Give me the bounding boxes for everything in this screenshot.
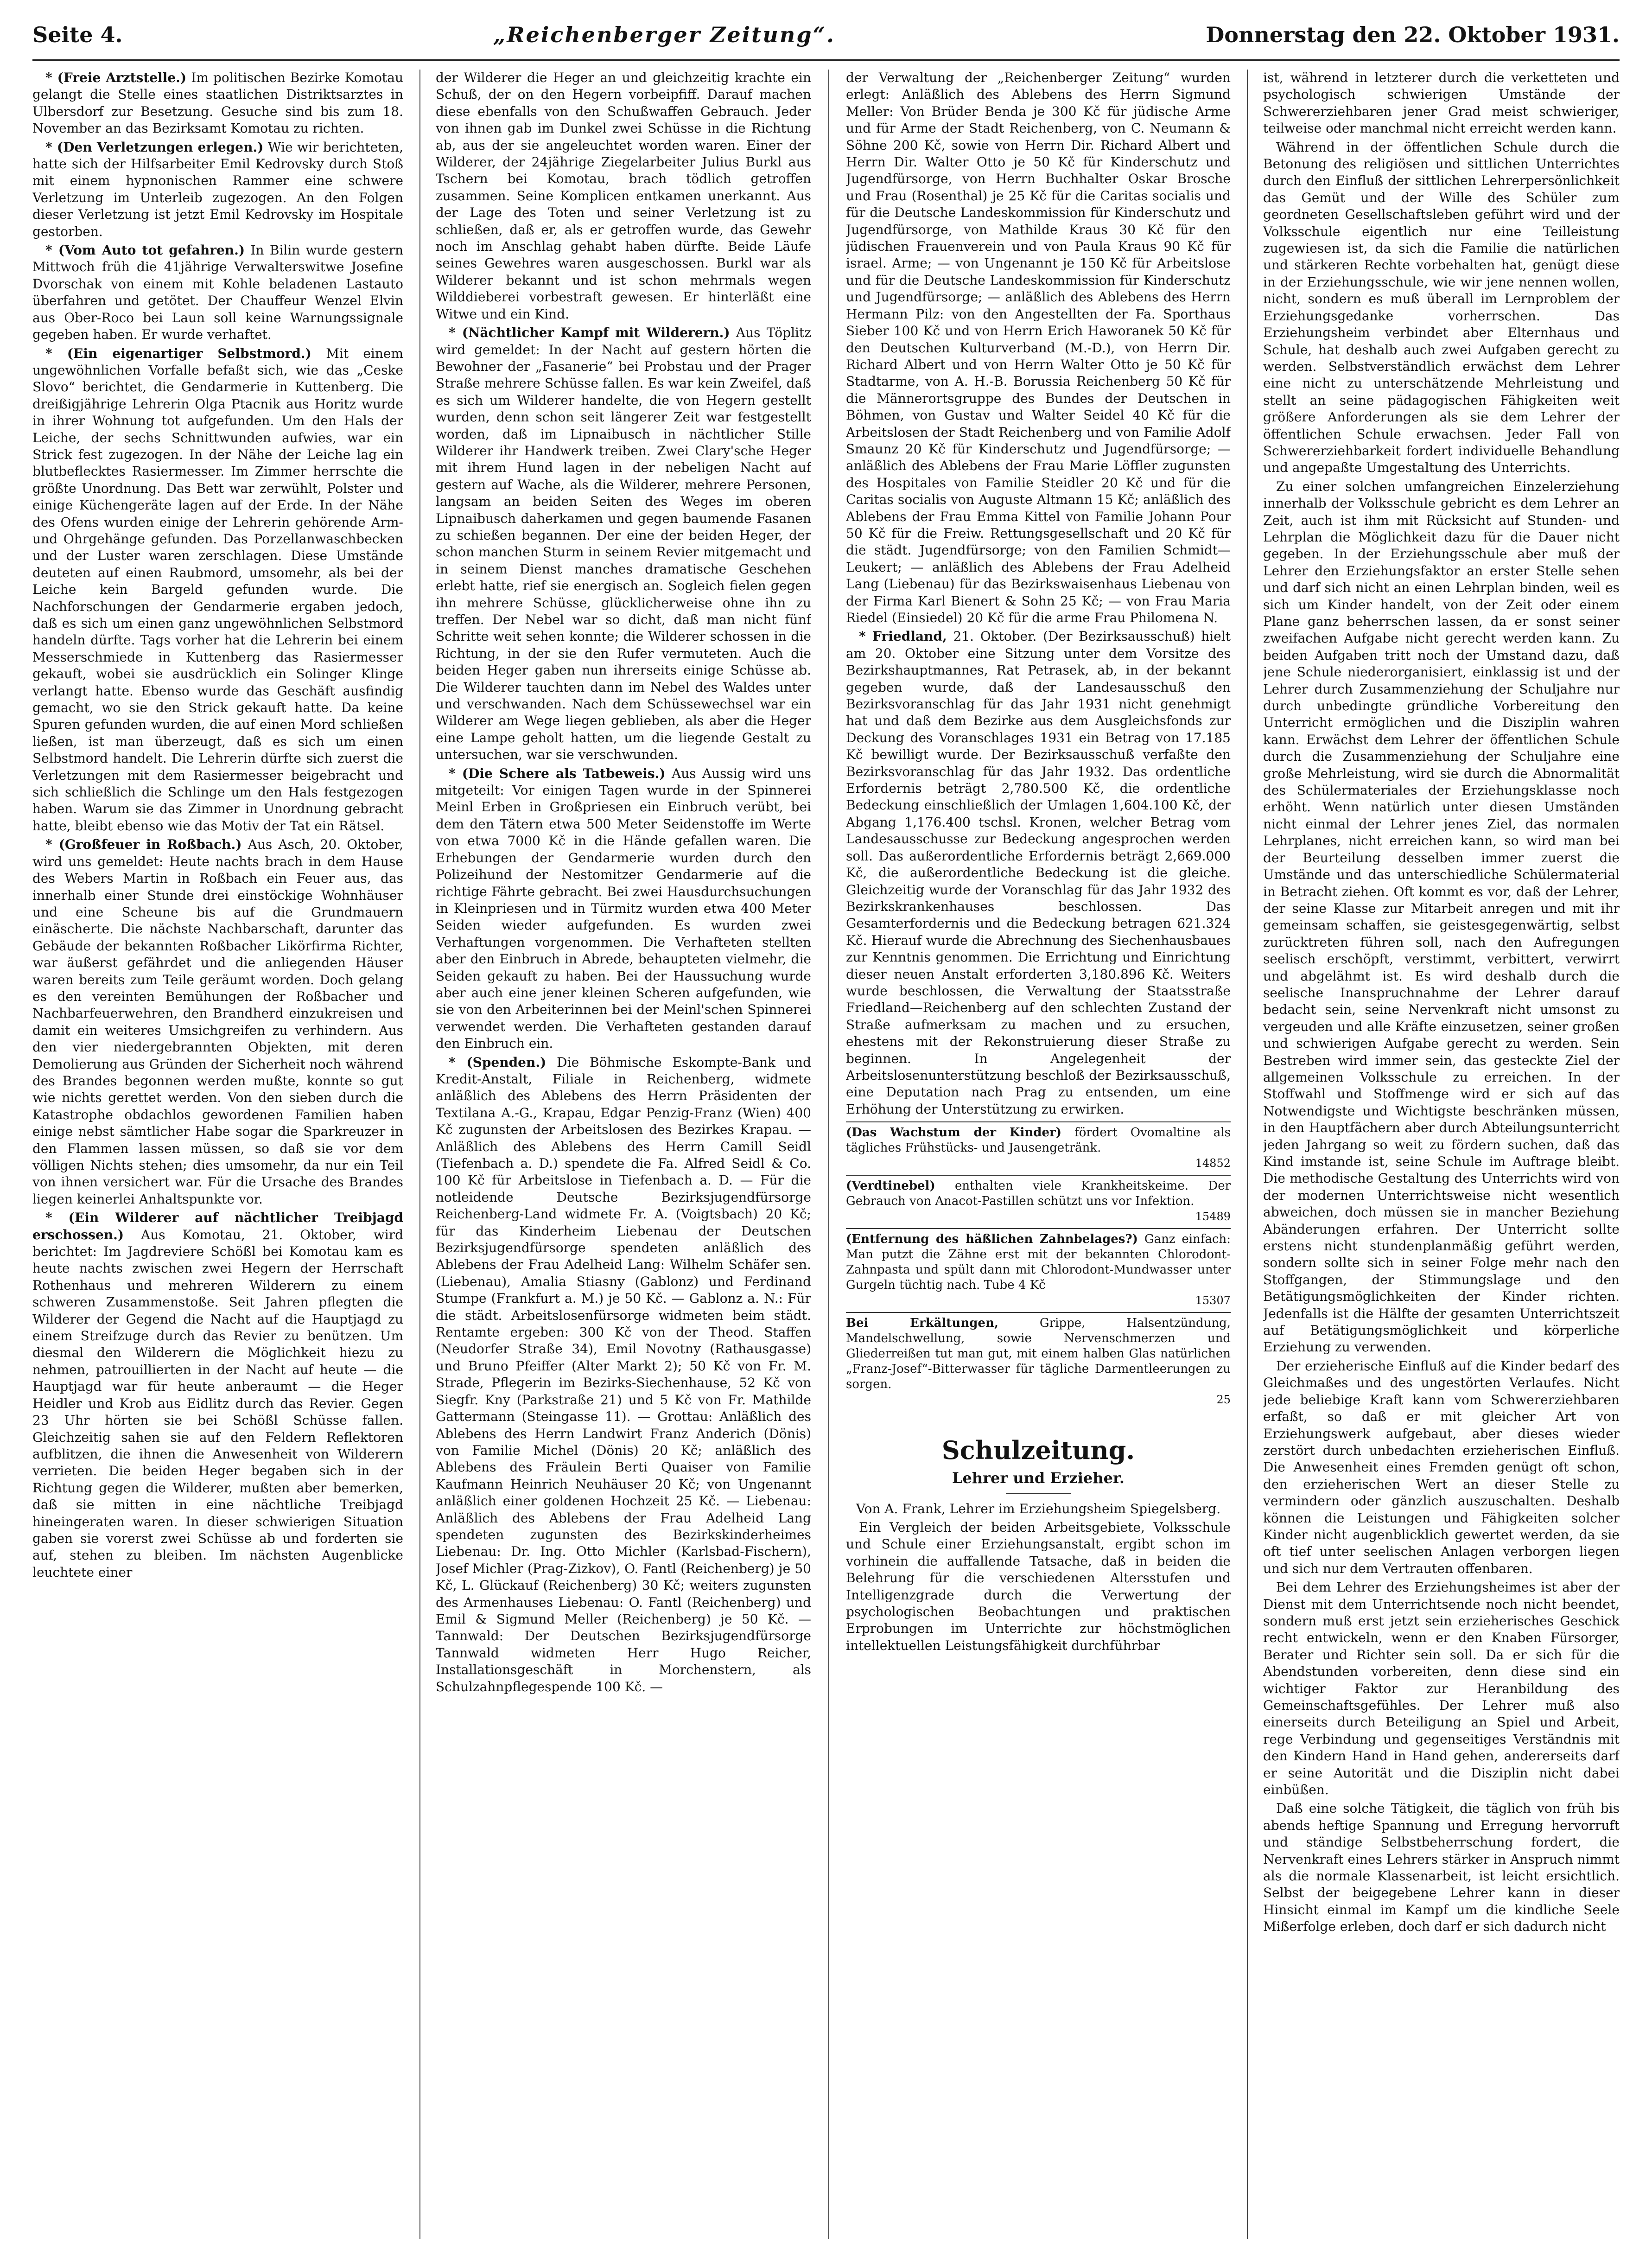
article-heading: * (Ein Wilderer auf nächtlicher Treibjagd erschossen.): [32, 1210, 403, 1242]
article-body: Die Böhmische Eskompte-Bank und Kredit-Anstalt, Filiale in Reichenberg, widmete anläßlich des Ablebens des Herrn Präsidenten der Textilana A.-G., Krapau, Edgar Penzig-Franz (Wien) 400 Kč zugunsten der Arbeitslosen des Bezirkes Krapau. — Anläßlich des Ablebens des Herrn Camill Seidl (Tiefenbach a. D.) spendete die Fa. Alfred Seidl & Co. 100 Kč für Arbeitslose in Tiefenbach a. D. — Für die notleidende Deutsche Bezirksjugendfürsorge Reichenberg-Land widmete Fr. A. (Voigtsbach) 20 Kč; für das Kinderheim Liebenau der Deutschen Bezirksjugendfürsorge spendeten anläßlich des Ablebens der Frau Adelheid Lang: Wilhelm Schäfer sen. (Liebenau), Amalia Stiasny (Gablonz) und Ferdinand Stumpe (Frankfurt a. M.) je 50 Kč. — Gablonz a. N.: Für die städt. Arbeitslosenfürsorge widmeten beim städt. Rentamte ergeben: 300 Kč von der Theod. Staffen (Neudorfer Straße 34), Emil Novotny (Rathausgasse) und Bruno Pfeiffer (Alter Markt 2); 50 Kč von Fr. M. Strade, Pflegerin im Bezirks-Siechenhause, 52 Kč von Siegfr. Kny (Parkstraße 21) und 5 Kč von Fr. Mathilde Gattermann (Steingasse 11). — Grottau: Anläßlich des Ablebens des Herrn Landwirt Franz Anderich (Dönis) von Familie Michel (Dönis) 20 Kč; anläßlich des Ablebens des Fräulein Berti Quaiser von Familie Kaufmann Heinrich Neuhäuser 20 Kč; von Ungenannt anläßlich einer goldenen Hochzeit 25 Kč. — Liebenau: Anläßlich des Ablebens der Frau Adelheid Lang spendeten zugunsten des Bezirkskinderheimes Liebenau: Dr. Ing. Otto Michler (Karlsbad-Fischern), Josef Michler (Prag-Zizkov), O. Fantl (Reichenberg) je 50 Kč, L. Glückauf (Reichenberg) 30 Kč; weiters zugunsten des Armenhauses Liebenau: O. Fantl (Reichenberg) und Emil & Sigmund Meller (Reichenberg) je 50 Kč. — Tannwald: Der Deutschen Bezirksjugendfürsorge Tannwald widmeten Herr Hugo Reicher, Installationsgeschäft in Morchenstern, als Schulzahnpflegespende 100 Kč. —: [436, 1054, 811, 1694]
ad-number: 25: [1216, 1393, 1231, 1407]
article-paragraph: Der erzieherische Einfluß auf die Kinder bedarf des Gleichmaßes und des ungestörten Verlaufes. Nicht jede beliebige Kraft kann vom Schwererziehbaren erfaßt, so daß er mit gleicher Art von Erziehungswerk aufgebaut, aber dieses wieder zerstört durch unbedachten erzieherischen Einfluß. Die Anwesenheit eines Fremden genügt oft schon, den erzieherischen Wert an dieser Stelle zu vermindern oder gänzlich auszuschalten. Deshalb können die Leistungen und Fähigkeiten solcher Kinder nicht augenblicklich gewertet werden, da sie oft tief unter seelischen Anlagen verborgen liegen und sich nur dem Vertrauten offenbaren.: [1263, 1358, 1620, 1576]
article-continuation: der Wilderer die Heger an und gleichzeitig krachte ein Schuß, der on den Hegern vorbeipfiff. Darauf machen diese ebenfalls von den Schußwaffen Gebrauch. Jeder von ihnen gab im Dunkel zwei Schüsse in die Richtung ab, aus der sie angeleuchtet worden waren. Einer der Wilderer, der 24jährige Ziegelarbeiter Julius Burkl aus Tschern bei Komotau, brach tödlich getroffen zusammen. Seine Komplicen entkamen unerkannt. Aus der Lage des Toten und seiner Verletzung ist zu schließen, daß er, als er getroffen wurde, das Gewehr noch im Anschlag gehabt haben dürfte. Beide Läufe seines Gewehres waren ausgeschossen. Burkl war als Wilderer bekannt und ist schon mehrmals wegen Wilddieberei vorbestraft gewesen. Er hinterläßt eine Witwe und ein Kind.: [436, 70, 811, 322]
ad-number: 15307: [1195, 1294, 1231, 1307]
ad-number: 15489: [1195, 1210, 1231, 1223]
article-auto: [32, 242, 403, 343]
article-spenden: [436, 1054, 811, 1695]
article-arztstelle: [32, 70, 403, 137]
section-title: Schulzeitung.: [941, 1435, 1135, 1465]
ad-heading: Bei Erkältungen,: [846, 1316, 998, 1331]
ad-heading: (Das Wachstum der Kinder): [846, 1126, 1061, 1140]
column-divider: [828, 70, 829, 2239]
ad-body: fördert Ovomaltine als tägliches Frühstücks- und Jausengetränk.: [846, 1126, 1231, 1155]
article-paragraph: Zu einer solchen umfangreichen Einzelerziehung innerhalb der Volksschule gebricht es dem Lehrer an Zeit, auch ist ihm mit Rücksicht auf Stunden- und Lehrplan die Möglichkeit dazu für die Dauer nicht gegeben. In der Erziehungsschule aber muß der Lehrer den Erziehungsfaktor an erster Stelle sehen und darf sich nicht an einen Lehrplan binden, weil es sich um Kinder handelt, von der Zeit oder einem Plane ganz beherrschen lassen, da er sonst seiner zweifachen Aufgabe nicht gerecht werden kann. Zu beiden Aufgaben tritt noch der Umstand dazu, daß jene Schule niederorganisiert, einklassig ist und der Lehrer durch Zusammenziehung der Schuljahre nur durch unbedingte gründliche Vorbereitung den Unterricht ermöglichen und die Disziplin wahren kann. Erwächst dem Lehrer der öffentlichen Schule durch die Zusammenziehung der Schuljahre eine große Mehrleistung, wird sie durch die Abnormalität des Schülermateriales der Erziehungsklasse noch erhöht. Wenn natürlich unter diesen Umständen nicht einmal der Lehrer jenes Ziel, das normalen Lehrplanes, nicht erreichen kann, so wird man bei der Beurteilung desselben immer zuerst die Umstände und das unterschiedliche Schülermaterial in Betracht ziehen. Oft kommt es vor, daß der Lehrer, der seine Klasse zur Mitarbeit anregen und mit ihr gemeinsam schaffen, sie geistesgegenwärtig, selbst zurücktreten führen soll, nach den Aufregungen seelisch erschöpft, verstimmt, verbittert, verwirrt und abgelähmt ist. Es wird deshalb durch die seelische Inanspruchnahme der Lehrer darauf bedacht sein, seine Nervenkraft nicht umsonst zu vergeuden und alle Kräfte einzusetzen, seiner großen und schwierigen Aufgabe gerecht zu werden. Sein Bestreben wird immer sein, das gesteckte Ziel der allgemeinen Volksschule zu erreichen. In der Stoffwahl und Stoffmenge wird er sich auf das Notwendigste und Wichtigste beschränken müssen, in den Hauptfächern aber durch Abteilungsunterricht jeden Jahrgang so weit zu fördern suchen, daß das Kind imstande ist, seine Schule im Auftrage bleibt. Die methodische Gestaltung des Unterrichts wird von der modernen Unterrichtsweise nicht wesentlich abweichen, doch müssen sie in mancher Beziehung Abänderungen erfahren. Der Unterricht sollte erstens nicht stundenplanmäßig geführt werden, sondern sollte sich in seiner Folge mehr nach den Stoffgangen, der Stimmungslage und den Betätigungsmöglichkeiten der Kinder richten. Jedenfalls ist die Hälfte der gesamten Unterrichtszeit auf Betätigungsmöglichkeit und körperliche Erziehung zu verwenden.: [1263, 478, 1620, 1355]
article-body: Ein Vergleich der beiden Arbeitsgebiete, Volksschule und Schule einer Erziehungsanstalt, ergibt schon im vorhinein die auffallende Tatsache, daß in beiden die Belehrung für die verschiedenen Altersstufen und Intelligenzgrade durch die Verwertung der psychologischen Beobachtungen und praktischen Erprobungen im Unterrichte zur höchstmöglichen intellektuellen Leistungsfähigkeit durchführbar: [846, 1520, 1231, 1653]
issue-date: Donnerstag den 22. Oktober 1931.: [1206, 22, 1620, 47]
article-heading: * Friedland,: [859, 629, 947, 644]
article-body: Wie wir berichteten, hatte sich der Hilfsarbeiter Emil Kedrovsky durch Stoß mit einem hypnonischen Rammer eine schwere Verletzung im Unterleib zugezogen. An den Folgen dieser Verletzung ist jetzt Emil Kedrovsky im Hospitale gestorben.: [32, 139, 403, 239]
section-divider: [1006, 1493, 1071, 1494]
column-divider: [1247, 70, 1248, 2239]
ad-number: 14852: [1195, 1157, 1231, 1170]
ad-body: Grippe, Halsentzündung, Mandelschwellung, sowie Nervenschmerzen und Gliederreißen tut man gut, mit einem halben Glas natürlichen „Franz-Josef“-Bitterwasser für tägliche Darmentleerungen zu sorgen.: [846, 1316, 1231, 1392]
article-heading: * (Den Verletzungen erlegen.): [45, 139, 264, 155]
article-naechtlicher-kampf: [436, 325, 811, 764]
column-divider: [419, 70, 420, 2239]
article-continuation: ist, während in letzterer durch die verketteten und psychologisch schwierigen Umstände der Schwererziehbaren jener Grad meist schwieriger, teilweise oder manchmal nicht erreicht werden kann.: [1263, 70, 1620, 136]
article-body: Aus Komotau, 21. Oktober, wird berichtet: Im Jagdreviere Schößl bei Komotau kam es heute nachts zwischen zwei Hegern der Herrschaft Rothenhaus und mehreren Wilderern zu einem schweren Zusammenstoße. Seit Jahren pflegten die Wilderer der Gegend die Nacht auf die Hauptjagd zu einem Streifzuge durch das Revier zu benützen. Um diesmal den Wilderern die Möglichkeit hiezu zu nehmen, patrouillierten in der Nacht auf heute — die Hauptjagd war für heute anberaumt — die Heger Heidler und Krob aus Eidlitz durch das Revier. Gegen 23 Uhr hörten sie bei Schößl Schüsse fallen. Gleichzeitig sahen sie auf den Feldern Reflektoren aufblitzen, die ihnen die Anwesenheit von Wilderern verrieten. Die beiden Heger begaben sich in der Richtung gegen die Wilderer, mußten aber bemerken, daß sie mitten in eine nächtliche Treibjagd hineingeraten waren. In dieser schwierigen Situation gaben sie vorerst zwei Schüsse ab und forderten sie auf, stehen zu bleiben. Im nächsten Augenblicke leuchtete einer: [32, 1227, 403, 1580]
article-grossfeuer: [32, 836, 403, 1208]
column-3: [846, 70, 1231, 2239]
advertisement-franz-josef: [846, 1312, 1231, 1408]
article-body: 21. Oktober. (Der Bezirksausschuß) hielt am 20. Oktober eine Sitzung unter dem Vorsitze des Bezirkshauptmannes, Rat Petrasek, ab, in der bekannt gegeben wurde, daß der Landesausschuß den Bezirksvoranschlag für das Jahr 1931 nicht genehmigt hat und daß dem Bezirke aus dem Ausgleichsfonds zur Deckung des Voranschlages 1931 ein Betrag von 17.185 Kč bewilligt wurde. Der Bezirksausschuß verfaßte den Bezirksvoranschlag für das Jahr 1932. Das ordentliche Erfordernis beträgt 2,780.500 Kč, die ordentliche Bedeckung einschließlich der Umlagen 1,604.100 Kč, der Abgang 1,176.400 tschsl. Kronen, welcher Betrag vom Landesausschusse zur Bedeckung angesprochen werden soll. Das außerordentliche Erfordernis beträgt 2,669.000 Kč, die außerordentliche Bedeckung ist die gleiche. Gleichzeitig wurde der Voranschlag für das Jahr 1932 des Bezirkskrankenhauses beschlossen. Das Gesamterfordernis und die Bedeckung betragen 621.324 Kč. Hierauf wurde die Abrechnung des Siechenhausbaues zur Kenntnis genommen. Die Errichtung und Einrichtung dieser neuen Anstalt erforderten 3,180.896 Kč. Weiters wurde beschlossen, die Verwaltung der Staatsstraße Friedland—Reichenberg auf den schlechten Zustand der Straße aufmerksam zu machen und zu ersuchen, ehestens mit der Rekonstruierung dieser Straße zu beginnen. In Angelegenheit der Arbeitslosenunterstützung beschloß der Bezirksausschuß, eine Deputation nach Prag zu entsenden, um eine Erhöhung der Unterstützung zu erwirken.: [846, 629, 1231, 1117]
article-heading: * (Vom Auto tot gefahren.): [45, 242, 245, 258]
article-heading: * (Die Schere als Tatbeweis.): [449, 765, 666, 781]
article-paragraph: Bei dem Lehrer des Erziehungsheimes ist aber der Dienst mit dem Unterrichtsende noch nicht beendet, sondern muß erst jetzt sein erzieherisches Geschick recht entwickeln, wenn er den Knaben Fürsorger, Berater und Richter sein soll. Da er sich für die Abendstunden vorbereiten, denn diese sind ein wichtiger Faktor zur Heranbildung des Gemeinschaftsgefühles. Der Lehrer muß also einerseits durch Beteiligung an Spiel und Arbeit, rege Verbindung und gegenseitiges Verständnis mit den Kindern Hand in Hand gehen, andererseits darf er seine Autorität und die Disziplin nicht dabei einbüßen.: [1263, 1580, 1620, 1798]
article-paragraph: Während in der öffentlichen Schule durch die Betonung des religiösen und sittlichen Unterrichtes durch den Einfluß der sittlichen Lehrerpersönlichkeit das Gemüt und der Wille des Schüler zum geordneten Gesellschaftsleben geführt wird und der Volksschule eigentlich nur eine Teilleistung zugewiesen ist, da sich die Familie die natürlichen und stärkeren Rechte vorbehalten hat, genügt diese in der Erziehungsschule, wie wir jene nennen wollen, nicht, sondern es muß überall im Lernproblem der Erziehungsgedanke vorherrschen. Das Erziehungsheim verbindet aber Elternhaus und Schule, hat deshalb auch zwei Aufgaben gerecht zu werden. Selbstverständlich erwächst dem Lehrer eine nicht zu unterschätzende Mehrleistung und stellt an seine pädagogischen Fähigkeiten weit größere Anforderungen als sie dem Lehrer der öffentlichen Schule erwachsen. Jeder Fall von Schwererziehbarkeit fordert individuelle Behandlung und angepaßte Umgestaltung des Unterrichts.: [1263, 139, 1620, 476]
article-heading: * (Großfeuer in Roßbach.): [45, 837, 242, 853]
advertisement-ovomaltine: [846, 1121, 1231, 1171]
article-body: Aus Asch, 20. Oktober, wird uns gemeldet: Heute nachts brach in dem Hause des Webers Martin in Roßbach ein Feuer aus, das innerhalb einer Stunde drei einstöckige Wohnhäuser und eine Scheune bis auf die Grundmauern einäscherte. Die nächste Nachbarschaft, darunter das Gebäude der bekannten Roßbacher Likörfirma Richter, war äußerst gefährdet und die anliegenden Häuser waren bereits zum Teile geräumt worden. Doch gelang es den vereinten Bemühungen der Roßbacher und Nachbarfeuerwehren, den Brandherd einzukreisen und damit ein weiteres Umsichgreifen zu verhindern. Aus den vier niedergebrannten Objekten, mit deren Demolierung aus Gründen der Sicherheit noch während des Brandes begonnen werden mußte, konnte so gut wie nichts gerettet werden. Von den sieben durch die Katastrophe obdachlos gewordenen Familien haben einige nebst sämtlicher Habe sogar die Sparkreuzer in den Flammen lassen müssen, so daß sie vor dem völligen Nichts stehen; dies umsomehr, da nur ein Teil von ihnen versichert war. Für die Ursache des Brandes liegen keinerlei Anhaltspunkte vor.: [32, 837, 403, 1207]
article-selbstmord: [32, 345, 403, 835]
article-continuation: der Verwaltung der „Reichenberger Zeitung“ wurden erlegt: Anläßlich des Ablebens des Herrn Sigmund Meller: Von Brüder Benda je 300 Kč für jüdische Arme und für Arme der Stadt Reichenberg, von C. Neumann & Söhne 200 Kč, sowie von Herrn Dir. Richard Albert und Herrn Dir. Walter Otto je 50 Kč für Kinderschutz und Jugendfürsorge, von Herrn Buchhalter Oskar Brosche und Frau (Rosenthal) je 25 Kč für die Caritas socialis und für die Deutsche Landeskommission für Kinderschutz und Jugendfürsorge, von Mathilde Kraus 30 Kč für den jüdischen Frauenverein und von Paula Kraus 90 Kč für israel. Arme; — von Ungenannt je 150 Kč für Arbeitslose und für die Deutsche Landeskommission für Kinderschutz und Jugendfürsorge; — anläßlich des Ablebens des Herrn Hermann Pilz: von den Angestellten der Fa. Sporthaus Sieber 100 Kč und von Herrn Erich Haworanek 50 Kč für den Deutschen Kulturverband (M.-D.), von Herrn Dir. Richard Albert und von Herrn Walter Otto je 50 Kč für Stadtarme, von A. H.-B. Borussia Reichenberg 50 Kč für die Männerortsgruppe des Bundes der Deutschen in Böhmen, von Gustav und Walter Seidel 40 Kč für die Arbeitslosen der Stadt Reichenberg und von Familie Adolf Smaunz 20 Kč für Kinderschutz und Jugendfürsorge; — anläßlich des Ablebens der Frau Marie Löffler zugunsten des Hospitales von Familie Steidler 20 Kč und für die Caritas socialis von Auguste Altmann 15 Kč; anläßlich des Ablebens der Frau Emma Kittel von Familie Johann Pour 50 Kč für die Freiw. Rettungsgesellschaft und 20 Kč für die städt. Jugendfürsorge; von den Familien Schmidt—Leukert; — anläßlich des Ablebens der Frau Adelheid Lang (Liebenau) für das Bezirkswaisenhaus Liebenau von der Firma Karl Bienert & Sohn 25 Kč; — von Frau Maria Riedel (Einsiedel) 20 Kč für die arme Frau Philomena N.: [846, 70, 1231, 625]
ad-body: Ganz einfach: Man putzt die Zähne erst mit der bekannten Chlorodont-Zahnpasta und spült dann mit Chlorodont-Mundwasser unter Gurgeln tüchtig nach. Tube 4 Kč: [846, 1232, 1231, 1293]
byline: Von A. Frank, Lehrer im Erziehungsheim Spiegelsberg.: [856, 1501, 1221, 1516]
ad-heading: (Verdtinebel): [846, 1179, 935, 1193]
ad-body: enthalten viele Krankheitskeime. Der Gebrauch von Anacot-Pastillen schützt uns vor Infektion.: [846, 1179, 1231, 1209]
article-heading: * (Nächtlicher Kampf mit Wilderern.): [449, 325, 730, 341]
column-4: [1263, 70, 1620, 2239]
advertisement-anacot: [846, 1175, 1231, 1224]
article-body: In Bilin wurde gestern Mittwoch früh die 41jährige Verwalterswitwe Josefine Dvorschak von einem mit Kohle beladenen Lastauto überfahren und getötet. Der Chauffeur Wenzel Elvin aus Ober-Roco bei Laun soll keine Warnungssignale gegeben haben. Er wurde verhaftet.: [32, 242, 403, 343]
page-header: [32, 19, 1620, 51]
article-heading: * (Spenden.): [449, 1054, 546, 1070]
article-heading: * (Freie Arztstelle.): [45, 70, 187, 85]
column-2: [436, 70, 811, 2239]
page-number: Seite 4.: [32, 22, 123, 47]
article-schere: [436, 765, 811, 1052]
article-body: Mit einem ungewöhnlichen Vorfalle befaßt sich, wie das „Ceske Slovo“ berichtet, die Gendarmerie in Kuttenberg. Die dreißigjährige Lehrerin Olga Ptacnik aus Horitz wurde in ihrer Wohnung tot aufgefunden. Um den Hals der Leiche, der sechs Schnittwunden aufwies, war ein Strick fest zugezogen. In der Nähe der Leiche lag ein blutbeflecktes Rasiermesser. Im Zimmer herrschte die größte Unordnung. Das Bett war zerwühlt, Polster und einige Küchengeräte lagen auf der Erde. In der Nähe des Ofens wurden einige der Lehrerin gehörende Arm- und Ohrgehänge gefunden. Das Porzellanwaschbecken und der Luster waren zerschlagen. Diese Umstände deuteten auf einen Raubmord, umsomehr, als bei der Leiche kein Bargeld gefunden wurde. Die Nachforschungen der Gendarmerie ergaben jedoch, daß es sich um einen ganz ungewöhnlichen Selbstmord handeln dürfte. Tags vorher hat die Lehrerin bei einem Messerschmiede in Kuttenberg das Rasiermesser gekauft, wobei sie ausdrücklich ein Solinger Klinge verlangt hatte. Ebenso wurde das Geschäft ausfindig gemacht, wo sie den Strick gekauft hatte. Da keine Spuren gefunden wurden, die auf einen Mord schließen ließen, ist man überzeugt, daß es sich um einen Selbstmord handelt. Die Lehrerin dürfte sich zuerst die Verletzungen mit dem Rasiermesser beigebracht und sich schließlich die Schlinge um den Hals festgezogen haben. Warum sie das Zimmer in Unordnung gebracht hatte, bleibt ebenso wie das Motiv der Tat ein Rätsel.: [32, 345, 403, 834]
column-1: [32, 70, 403, 2239]
ad-heading: (Entfernung des häßlichen Zahnbelages?): [846, 1232, 1138, 1247]
article-heading: * (Ein eigenartiger Selbstmord.): [45, 345, 311, 361]
article-body: Aus Töplitz wird gemeldet: In der Nacht auf gestern hörten die Bewohner der „Fasanerie“ bei Probstau und der Prager Straße mehrere Schüsse fallen. Es war kein Zweifel, daß es sich um Wilderer handelte, die von Hegern gestellt wurden, denn schon seit längerer Zeit war festgestellt worden, daß im Lipnaibusch in nächtlicher Stille Wilderer ihr Handwerk treiben. Zwei Clary'sche Heger mit ihrem Hund lagen in der nebeligen Nacht auf gestern auf Wache, als die Wilderer, mehrere Personen, langsam an beiden Seiten des Weges im oberen Lipnaibusch daherkamen und gegen baumende Fasanen zu schießen begannen. Der eine der beiden Heger, der schon manchen Sturm in seinem Revier mitgemacht und in seinem Dienst manches dramatische Geschehen erlebt hatte, rief sie energisch an. Sogleich fielen gegen ihn mehrere Schüsse, glücklicherweise ohne ihn zu treffen. Der Nebel war so dicht, daß man nicht fünf Schritte weit sehen konnte; die Wilderer schossen in die Richtung, in der sie den Rufer vermuteten. Auch die beiden Heger gaben nun ihrerseits einige Schüsse ab. Die Wilderer tauchten dann im Nebel des Waldes unter und verschwanden. Nach dem Schüssewechsel war ein Wilderer am Wege liegen geblieben, als aber die Heger eine Lampe geholt hatten, um die liegende Gestalt zu untersuchen, war sie verschwunden.: [436, 325, 811, 763]
newspaper-page: [32, 19, 1620, 2244]
header-rule: [32, 59, 1620, 61]
article-friedland: [846, 628, 1231, 1118]
article-body: Aus Aussig wird uns mitgeteilt: Vor einigen Tagen wurde in der Spinnerei Meinl Erben in Großpriesen ein Einbruch verübt, bei dem den Tätern etwa 500 Meter Seidenstoffe im Werte von etwa 7000 Kč in die Hände gefallen waren. Die Erhebungen der Gendarmerie wurden durch den Polizeihund der Nestomitzer Gendarmerie auf die richtige Fährte gebracht. Bei zwei Hausdurchsuchungen in Kleinpriesen und in Türmitz wurden etwa 400 Meter Seiden wieder aufgefunden. Es wurden zwei Verhaftungen vorgenommen. Die Verhafteten stellten aber den Einbruch in Abrede, behaupteten vielmehr, die Seiden gekauft zu haben. Bei der Haussuchung wurde aber auch eine jener kleinen Scheren aufgefunden, wie sie von den Arbeiterinnen bei der Meinl'schen Spinnerei verwendet werden. Die Verhafteten gestanden darauf den Einbruch ein.: [436, 765, 811, 1051]
section-subtitle: Lehrer und Erzieher.: [952, 1469, 1125, 1487]
advertisement-chlorodont: [846, 1228, 1231, 1308]
article-paragraph: Daß eine solche Tätigkeit, die täglich von früh bis abends heftige Spannung und Erregung hervorruft und ständige Selbstbeherrschung fordert, die Nervenkraft eines Lehrers stärker in Anspruch nimmt als die normale Klassenarbeit, ist leicht ersichtlich. Selbst der beigegebene Lehrer kann in dieser Hinsicht einmal im Kampf um die kindliche Seele Mißerfolge erleben, doch darf er sich dadurch nicht: [1263, 1801, 1620, 1935]
article-wilderer: [32, 1210, 403, 1581]
article-body: Im politischen Bezirke Komotau gelangt die Stelle eines staatlichen Distriktsarztes in Ulbersdorf zur Besetzung. Gesuche sind bis zum 18. November an das Bezirksamt Komotau zu richten.: [32, 70, 403, 136]
newspaper-title: „Reichenberger Zeitung“.: [493, 22, 835, 47]
article-verletzungen: [32, 139, 403, 240]
